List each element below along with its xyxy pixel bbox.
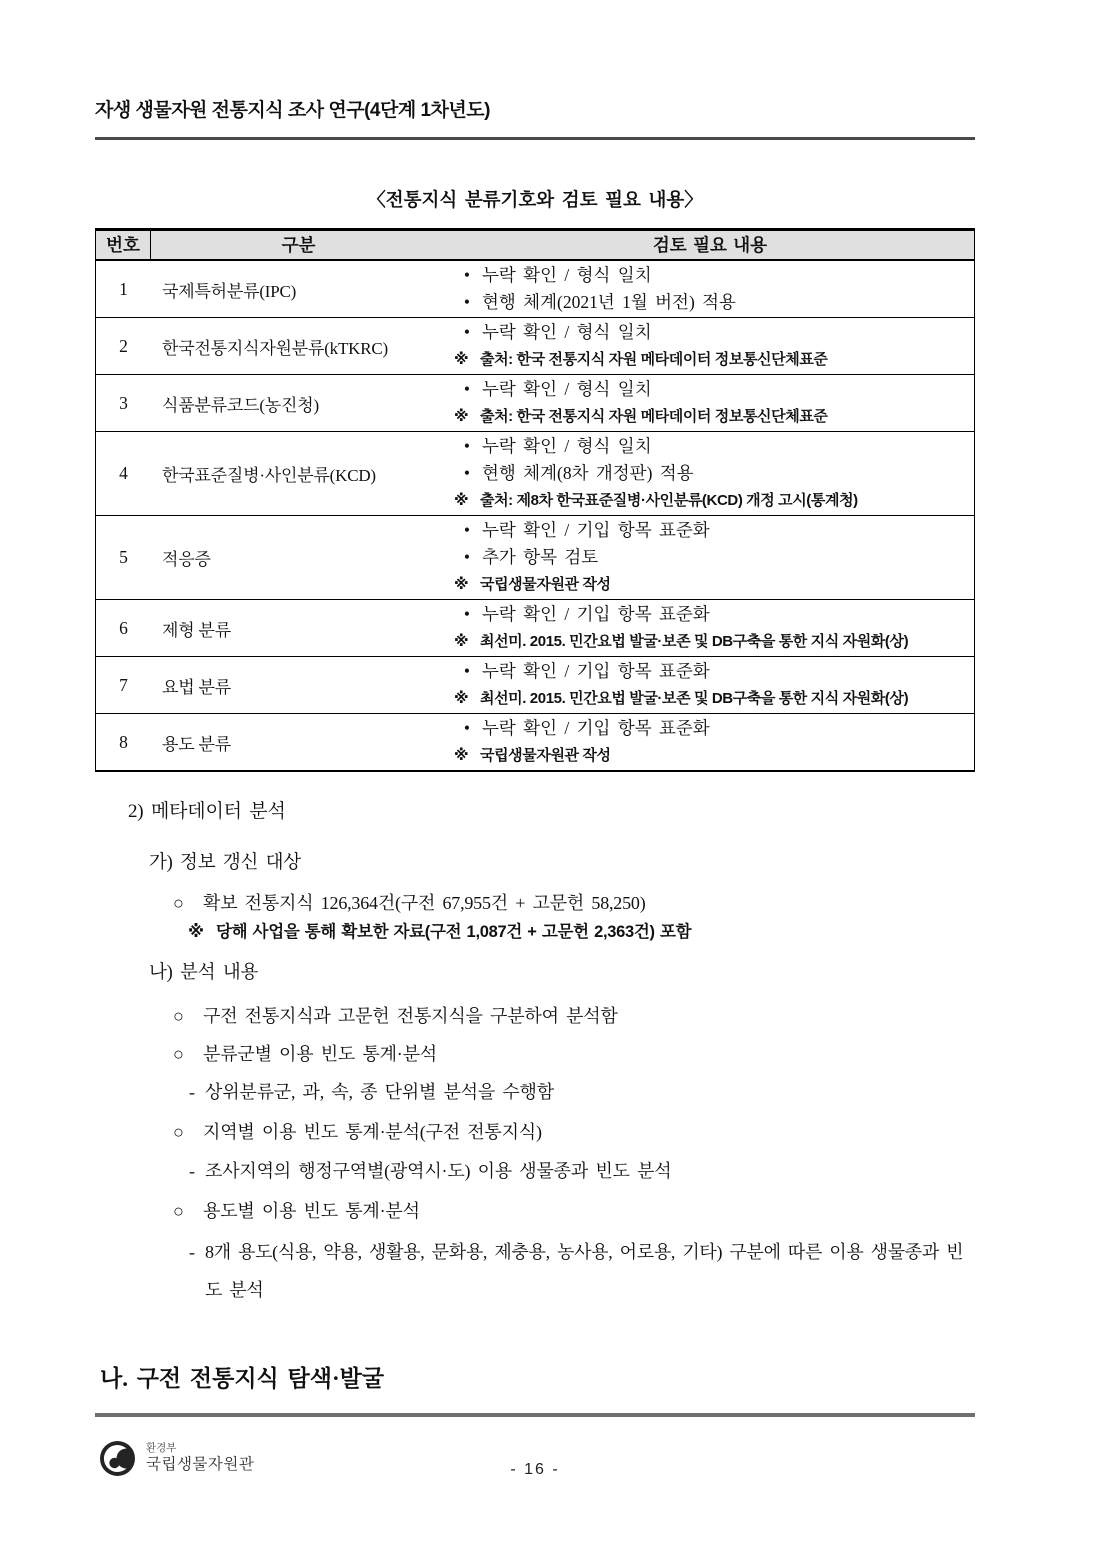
reference-marker: ※ (454, 492, 469, 509)
review-lines (446, 714, 974, 770)
outline-subitem (189, 1158, 975, 1185)
outline-note (188, 920, 975, 944)
bullet-marker: • (463, 547, 471, 567)
outline-text: 확보 전통지식 126,364건(구전 67,955건 + 고문헌 58,250) (203, 893, 646, 913)
review-source-text: 국립생물자원관 작성 (480, 747, 611, 764)
review-line (452, 289, 974, 316)
review-line (452, 376, 974, 403)
table-header-row (96, 231, 974, 261)
bullet-marker: • (463, 718, 471, 738)
table-row (96, 261, 974, 318)
review-line (452, 433, 974, 460)
review-lines (446, 432, 974, 515)
review-text: 추가 항목 검토 (482, 547, 599, 567)
review-text: 누락 확인 / 기입 항목 표준화 (482, 661, 710, 681)
review-lines (446, 657, 974, 713)
review-lines (446, 600, 974, 656)
outline-subitem (189, 1079, 975, 1106)
review-text: 누락 확인 / 형식 일치 (482, 379, 652, 399)
review-lines (446, 261, 974, 317)
review-line (452, 658, 974, 685)
review-source-line (452, 487, 974, 514)
review-source-text: 출처: 한국 전통지식 자원 메타데이터 정보통신단체표준 (480, 351, 828, 368)
reference-marker: ※ (454, 747, 469, 764)
outline-text: 가) 정보 갱신 대상 (149, 853, 301, 873)
row-number: 1 (119, 278, 128, 299)
outline-heading-level3 (149, 960, 975, 987)
bullet-marker: • (463, 292, 471, 312)
outline-text: 조사지역의 행정구역별(광역시·도) 이용 생물종과 빈도 분석 (205, 1161, 672, 1181)
table-row (96, 516, 974, 600)
row-number: 3 (119, 392, 128, 413)
review-line (452, 544, 974, 571)
outline-text: 구전 전통지식과 고문헌 전통지식을 구분하여 분석함 (203, 1006, 618, 1026)
outline-text: 상위분류군, 과, 속, 종 단위별 분석을 수행함 (205, 1082, 554, 1102)
review-source-line (452, 346, 974, 373)
dash-marker: - (189, 1082, 195, 1102)
circle-marker: ○ (173, 1122, 184, 1142)
outline-heading-level2 (128, 798, 975, 825)
page-header-title: 자생 생물자원 전통지식 조사 연구(4단계 1차년도) (95, 100, 490, 121)
outline-text: 나) 분석 내용 (149, 963, 259, 983)
review-source-line (452, 685, 974, 712)
footer-rule (95, 1413, 975, 1417)
review-text: 누락 확인 / 형식 일치 (482, 322, 652, 342)
row-number: 5 (119, 547, 128, 567)
page-number: - 16 - (510, 1461, 560, 1478)
outline-text: 용도별 이용 빈도 통계·분석 (203, 1201, 420, 1221)
outline-item (173, 1041, 975, 1068)
review-line (452, 517, 974, 544)
row-category: 한국전통지식자원분류(kTKRC) (162, 338, 388, 358)
review-lines (446, 516, 974, 599)
review-text: 현행 체계(2021년 1월 버전) 적용 (482, 292, 736, 312)
table-row (96, 714, 974, 770)
bullet-marker: • (463, 436, 471, 456)
review-source-text: 출처: 제8차 한국표준질병·사인분류(KCD) 개정 고시(통계청) (480, 492, 858, 509)
table-row (96, 600, 974, 657)
review-line (452, 460, 974, 487)
review-source-text: 최선미. 2015. 민간요법 발굴·보존 및 DB구축을 통한 지식 자원화(상) (480, 690, 909, 707)
review-line (452, 601, 974, 628)
row-number: 2 (119, 335, 128, 356)
section-heading: 나. 구전 전통지식 탐색·발굴 (100, 1366, 385, 1391)
row-number: 7 (119, 674, 128, 695)
row-category: 식품분류코드(농진청) (162, 395, 319, 415)
bullet-marker: • (463, 265, 471, 285)
row-category: 한국표준질병·사인분류(KCD) (162, 466, 376, 485)
outline-text: 2) 메타데이터 분석 (128, 801, 286, 822)
dash-marker: - (189, 1161, 195, 1181)
outline-item (173, 1003, 975, 1030)
outline-text: 분류군별 이용 빈도 통계·분석 (203, 1044, 437, 1064)
circle-marker: ○ (173, 1044, 184, 1064)
outline-heading-level3 (149, 850, 975, 877)
review-text: 누락 확인 / 형식 일치 (482, 265, 652, 285)
outline-item (173, 890, 975, 917)
bullet-marker: • (463, 604, 471, 624)
row-category: 용도 분류 (162, 734, 231, 754)
review-line (452, 715, 974, 742)
reference-marker: ※ (454, 633, 469, 650)
review-text: 누락 확인 / 기입 항목 표준화 (482, 718, 710, 738)
row-category: 요법 분류 (162, 677, 231, 697)
col-header-review: 검토 필요 내용 (652, 235, 768, 255)
circle-marker: ○ (173, 893, 184, 913)
row-category: 국제특허분류(IPC) (162, 281, 297, 301)
review-line (452, 262, 974, 289)
note-marker: ※ (188, 923, 204, 941)
table-row (96, 375, 974, 432)
col-header-number: 번호 (96, 231, 151, 260)
org-name: 국립생물자원관 (146, 1456, 255, 1473)
circle-marker: ○ (173, 1006, 184, 1026)
table-row (96, 657, 974, 714)
review-lines (446, 318, 974, 374)
bullet-marker: • (463, 322, 471, 342)
classification-table (95, 228, 975, 772)
reference-marker: ※ (454, 408, 469, 425)
outline-text: 지역별 이용 빈도 통계·분석(구전 전통지식) (203, 1122, 542, 1142)
dash-marker: - (189, 1242, 195, 1262)
table-title: 〈전통지식 분류기호와 검토 필요 내용〉 (367, 191, 703, 211)
row-number: 6 (119, 617, 128, 638)
circle-marker: ○ (173, 1201, 184, 1221)
bullet-marker: • (463, 661, 471, 681)
col-header-category: 구분 (281, 235, 316, 255)
outline-text: 당해 사업을 통해 확보한 자료(구전 1,087건 + 고문헌 2,363건) 포함 (216, 923, 692, 941)
outline-item (173, 1119, 975, 1146)
review-text: 현행 체계(8차 개정판) 적용 (482, 463, 694, 483)
outline-item (173, 1198, 975, 1225)
row-category: 제형 분류 (162, 620, 231, 640)
review-source-text: 국립생물자원관 작성 (480, 576, 611, 593)
bullet-marker: • (463, 379, 471, 399)
review-source-line (452, 571, 974, 598)
review-lines (446, 375, 974, 431)
review-text: 누락 확인 / 기입 항목 표준화 (482, 520, 710, 540)
review-source-line (452, 403, 974, 430)
outline-text: 8개 용도(식용, 약용, 생활용, 문화용, 제충용, 농사용, 어로용, 기타) 구분에 따른 이용 생물종과 빈도 분석 (205, 1242, 964, 1300)
review-text: 누락 확인 / 기입 항목 표준화 (482, 604, 710, 624)
review-source-line (452, 742, 974, 769)
review-text: 누락 확인 / 형식 일치 (482, 436, 652, 456)
bullet-marker: • (463, 463, 471, 483)
outline-subitem (189, 1233, 975, 1309)
review-source-line (452, 628, 974, 655)
row-category: 적응증 (162, 550, 211, 569)
review-source-text: 최선미. 2015. 민간요법 발굴·보존 및 DB구축을 통한 지식 자원화(상) (480, 633, 909, 650)
review-source-text: 출처: 한국 전통지식 자원 메타데이터 정보통신단체표준 (480, 408, 828, 425)
table-row (96, 318, 974, 375)
row-number: 8 (119, 731, 128, 752)
outline (95, 798, 975, 1309)
row-number: 4 (119, 463, 128, 483)
header-rule (95, 137, 975, 140)
reference-marker: ※ (454, 351, 469, 368)
ministry-name: 환경부 (146, 1442, 177, 1454)
reference-marker: ※ (454, 690, 469, 707)
review-line (452, 319, 974, 346)
table-row (96, 432, 974, 516)
bullet-marker: • (463, 520, 471, 540)
reference-marker: ※ (454, 576, 469, 593)
